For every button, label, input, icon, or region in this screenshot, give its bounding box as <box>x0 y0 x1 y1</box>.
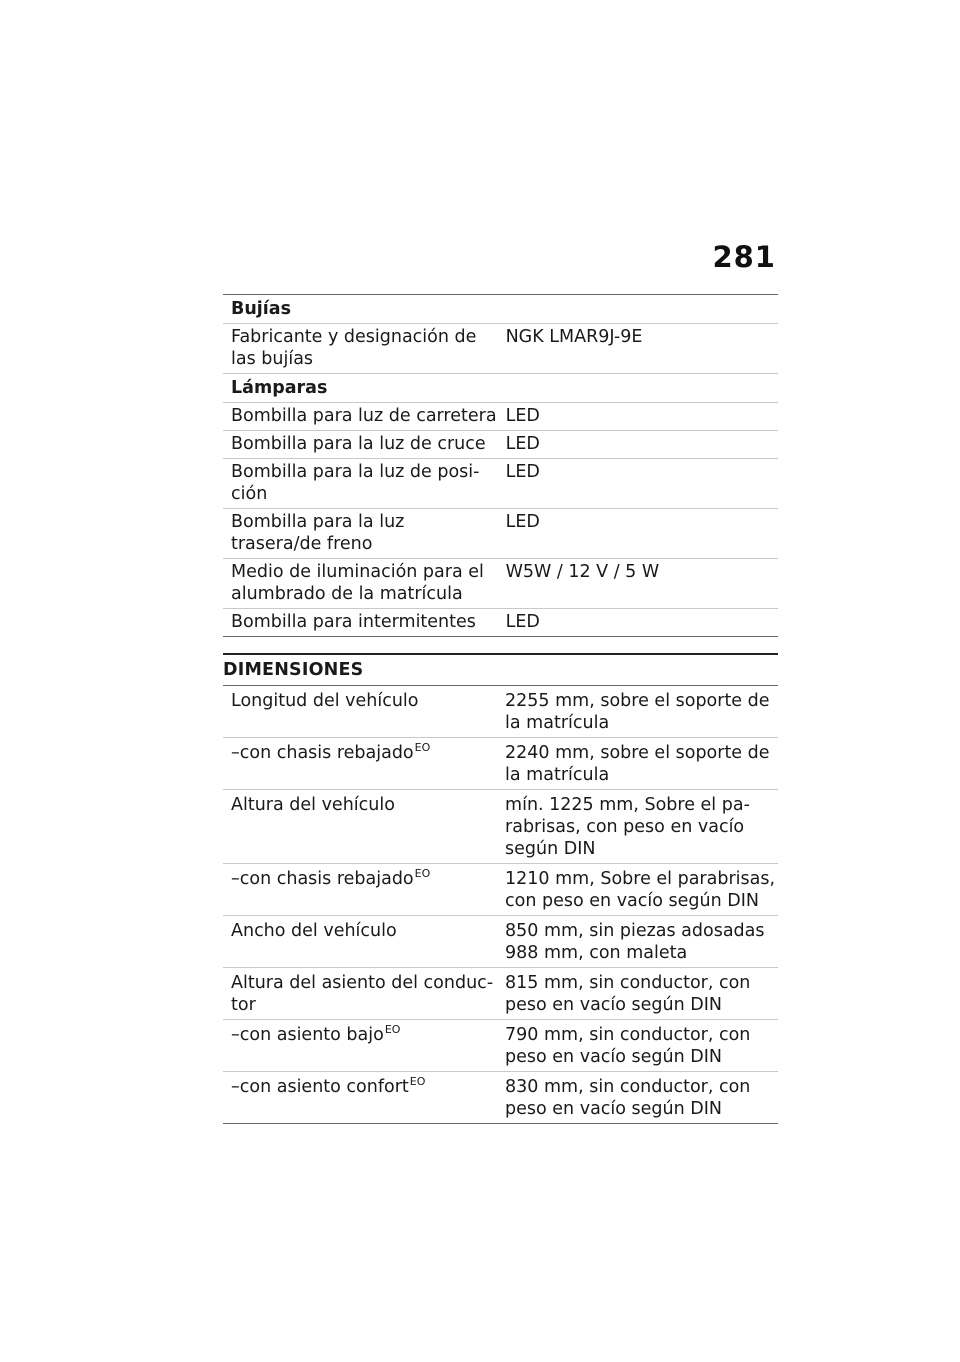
table-row <box>223 968 778 1020</box>
section-heading-lamps: Lámparas <box>223 374 778 403</box>
spec-value-line: 850 mm, sin piezas adosadas <box>505 921 765 941</box>
optional-equipment-marker: EO <box>414 741 431 755</box>
spec-value: 2240 mm, sobre el soporte de la matrícula <box>497 738 778 790</box>
spec-value: NGK LMAR9J-9E <box>498 324 778 374</box>
spec-label-text: –con chasis rebajado <box>231 743 414 763</box>
spec-label <box>223 864 497 916</box>
table-row <box>223 403 778 431</box>
spec-content <box>223 294 778 1124</box>
dimensions-heading: DIMENSIONES <box>223 653 778 685</box>
spec-label-text: Altura del vehículo <box>231 795 395 815</box>
table-row <box>223 790 778 864</box>
spec-value: LED <box>498 459 778 509</box>
spec-value: W5W / 12 V / 5 W <box>498 559 778 609</box>
section-heading-row <box>223 374 778 403</box>
table-row <box>223 1072 778 1124</box>
spec-label-text: Longitud del vehículo <box>231 691 419 711</box>
table-row <box>223 686 778 738</box>
spec-label <box>223 1072 497 1124</box>
optional-equipment-marker: EO <box>409 1075 426 1089</box>
spec-label: Medio de iluminación para el alumbrado de la matrícula <box>223 559 498 609</box>
spec-label <box>223 686 497 738</box>
spec-label <box>223 916 497 968</box>
spec-value <box>497 916 778 968</box>
spec-label-text: –con asiento confort <box>231 1077 409 1097</box>
spec-value: 790 mm, sin conductor, con peso en vacío según DIN <box>497 1020 778 1072</box>
table-row <box>223 738 778 790</box>
spec-label <box>223 790 497 864</box>
table-row <box>223 509 778 559</box>
section-heading-spark-plugs: Bujías <box>223 295 778 324</box>
spec-label <box>223 968 497 1020</box>
lighting-spec-table <box>223 294 778 637</box>
spec-label: Bombilla para luz de carretera <box>223 403 498 431</box>
spec-value: 1210 mm, Sobre el parabrisas, con peso en vacío según DIN <box>497 864 778 916</box>
spec-label: Fabricante y designación de las bujías <box>223 324 498 374</box>
table-row <box>223 1020 778 1072</box>
section-heading-row <box>223 295 778 324</box>
spec-value: 2255 mm, sobre el soporte de la matrícula <box>497 686 778 738</box>
table-row <box>223 916 778 968</box>
table-row <box>223 864 778 916</box>
spec-value-line: 988 mm, con maleta <box>505 943 688 963</box>
spec-label: Bombilla para la luz trasera/de freno <box>223 509 498 559</box>
spec-value: mín. 1225 mm, Sobre el parabrisas, con peso en vacío según DIN <box>497 790 778 864</box>
spec-label: Bombilla para la luz de posición <box>223 459 498 509</box>
table-row <box>223 431 778 459</box>
spec-label-text: Altura del asiento del conductor <box>231 973 494 1015</box>
spec-value: LED <box>498 509 778 559</box>
spec-label-text: Ancho del vehículo <box>231 921 397 941</box>
spec-label <box>223 738 497 790</box>
spec-label-text: –con chasis rebajado <box>231 869 414 889</box>
table-row <box>223 609 778 637</box>
spec-value: LED <box>498 403 778 431</box>
table-row <box>223 559 778 609</box>
spec-value: LED <box>498 609 778 637</box>
page-number: 281 <box>712 240 776 274</box>
spec-value: 815 mm, sin conductor, con peso en vacío según DIN <box>497 968 778 1020</box>
table-row <box>223 459 778 509</box>
spec-label <box>223 1020 497 1072</box>
spec-label: Bombilla para intermitentes <box>223 609 498 637</box>
spec-value: LED <box>498 431 778 459</box>
dimensions-table <box>223 685 778 1124</box>
optional-equipment-marker: EO <box>414 867 431 881</box>
table-row <box>223 324 778 374</box>
spec-label-text: –con asiento bajo <box>231 1025 384 1045</box>
spec-label: Bombilla para la luz de cruce <box>223 431 498 459</box>
spec-value: 830 mm, sin conductor, con peso en vacío según DIN <box>497 1072 778 1124</box>
optional-equipment-marker: EO <box>384 1023 401 1037</box>
